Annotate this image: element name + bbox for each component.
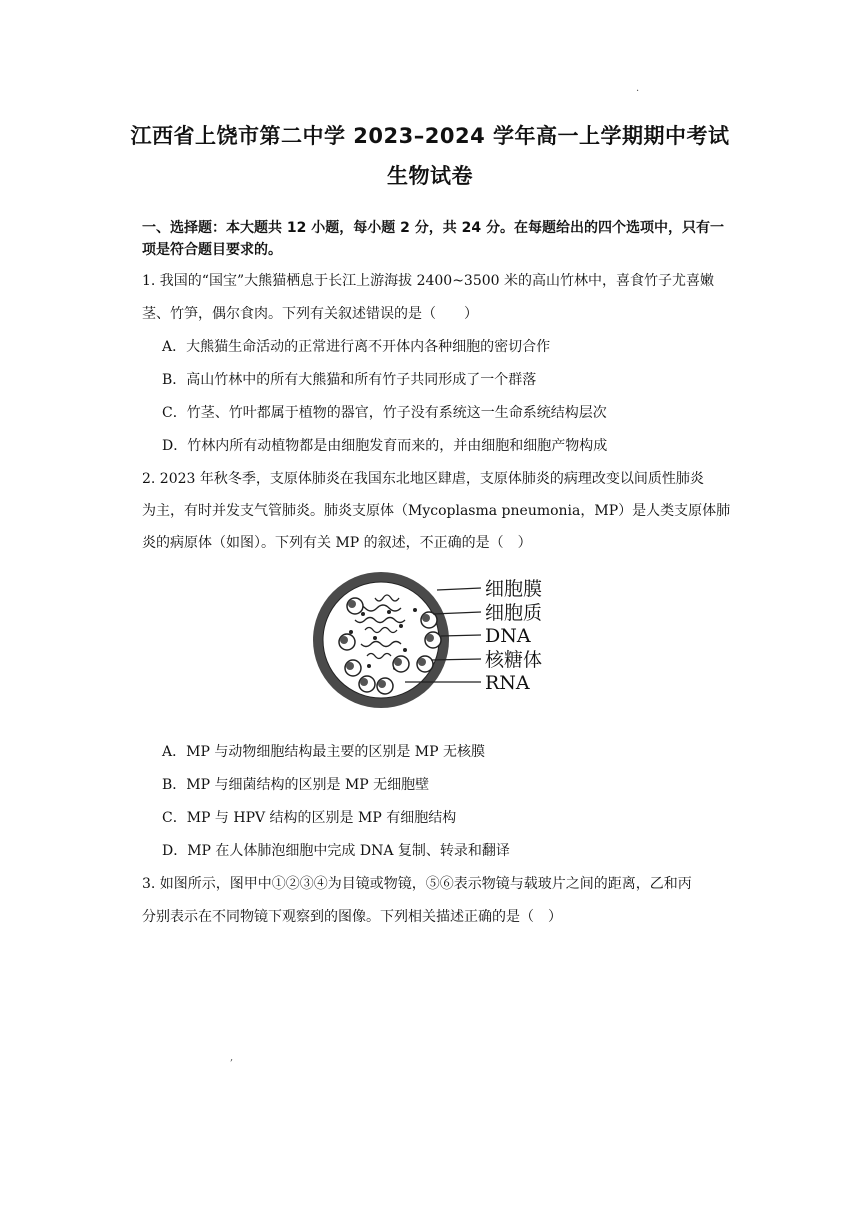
exam-title: 江西省上饶市第二中学 2023–2024 学年高一上学期期中考试 (130, 124, 730, 148)
q2-option-d: D．MP 在人体肺泡细胞中完成 DNA 复制、转录和翻译 (162, 843, 510, 859)
q1-option-a: A．大熊猫生命活动的正常进行离不开体内各种细胞的密切合作 (162, 339, 551, 355)
q2-option-a: A．MP 与动物细胞结构最主要的区别是 MP 无核膜 (162, 744, 485, 760)
q1-option-d: D．竹林内所有动植物都是由细胞发育而来的，并由细胞和细胞产物构成 (162, 438, 608, 454)
q3-stem-line2: 分别表示在不同物镜下观察到的图像。下列相关描述正确的是（ ） (142, 909, 562, 925)
label-ribosome: 核糖体 (485, 649, 543, 671)
q3-stem-line1: 3. 如图所示，图甲中①②③④为目镜或物镜，⑤⑥表示物镜与载玻片之间的距离，乙和丙 (142, 876, 692, 892)
q1-option-b: B．高山竹林中的所有大熊猫和所有竹子共同形成了一个群落 (162, 372, 537, 388)
scan-dot: · (636, 86, 640, 97)
label-dna: DNA (485, 625, 531, 647)
q2-option-b: B．MP 与细菌结构的区别是 MP 无细胞壁 (162, 777, 430, 793)
q2-option-c: C．MP 与 HPV 结构的区别是 MP 有细胞结构 (162, 810, 457, 826)
label-cytoplasm: 细胞质 (485, 602, 543, 624)
label-cell-membrane: 细胞膜 (485, 578, 543, 600)
exam-subtitle: 生物试卷 (387, 164, 473, 188)
q1-stem-line1: 1. 我国的“国宝”大熊猫栖息于长江上游海拔 2400~3500 米的高山竹林中，喜食竹子尤喜嫩 (142, 273, 715, 289)
label-rna: RNA (485, 672, 530, 694)
q1-option-c: C．竹茎、竹叶都属于植物的器官，竹子没有系统这一生命系统结构层次 (162, 405, 607, 421)
q2-stem-line3: 炎的病原体（如图）。下列有关 MP 的叙述，不正确的是（ ） (142, 535, 532, 551)
q1-stem-line2: 茎、竹笋，偶尔食肉。下列有关叙述错误的是（ ） (142, 306, 478, 322)
section-heading: 一、选择题：本大题共 12 小题，每小题 2 分，共 24 分。在每题给出的四个选项中，只有一项是符合题目要求的。 (142, 220, 724, 258)
q2-stem-line2: 为主，有时并发支气管肺炎。肺炎支原体（Mycoplasma pneumonia，MP）是人类支原体肺 (142, 503, 731, 519)
q2-stem-line1: 2. 2023 年秋冬季，支原体肺炎在我国东北地区肆虐，支原体肺炎的病理改变以间质性肺炎 (142, 471, 704, 487)
mycoplasma-diagram (305, 568, 565, 716)
scan-dot-bottom: , (230, 1052, 234, 1063)
